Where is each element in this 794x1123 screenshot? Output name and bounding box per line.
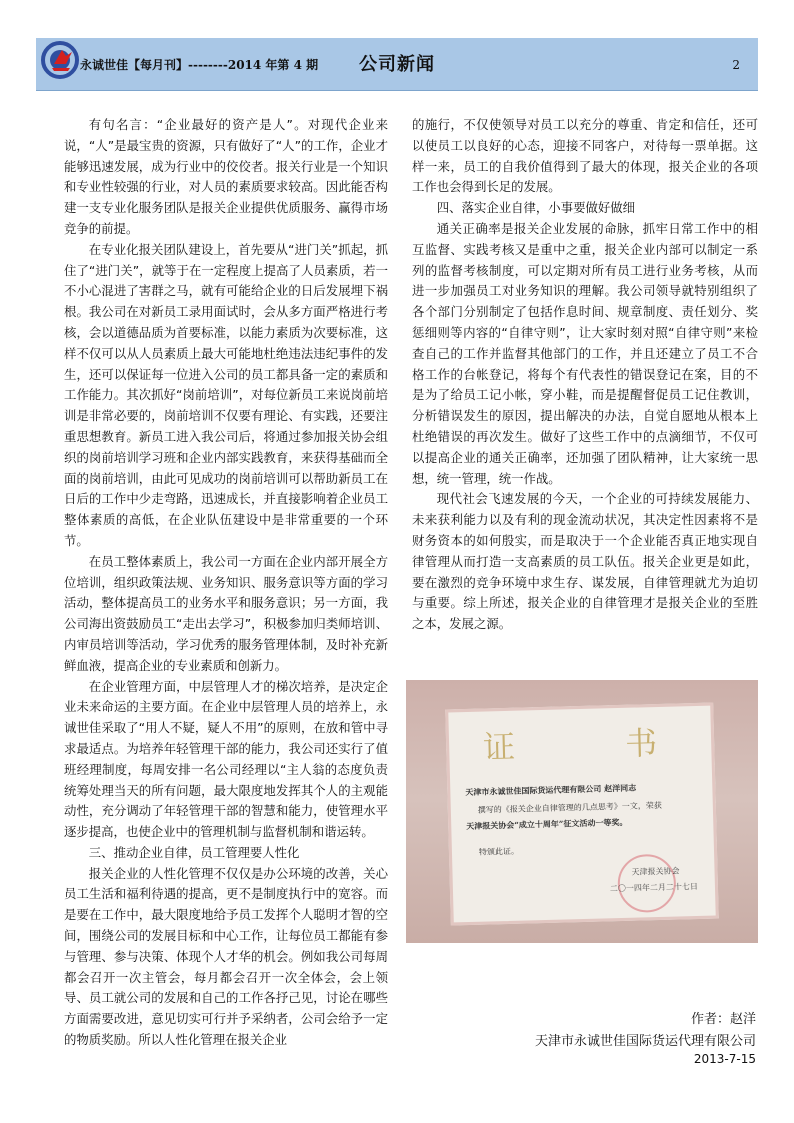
right-column [412,115,758,635]
paragraph: 报关企业的人性化管理不仅仅是办公环境的改善，关心员工生活和福利待遇的提高，更不是制度执行中的宽容。而是要在工作中，最大限度地给予员工发挥个人聪明才智的空间，围绕公司的发展目标和中心工作，让每位员工都能有参与管理、参与决策、体现个人才华的机会。例如我公司每周都会召开一次主管会，每月都会召开一次全体会，会上领导、员工就公司的发展和自己的工作各抒己见，讨论在哪些方面需要改进，意见切实可行并予采纳者，公司会给予一定的物质奖励。所以人性化管理在报关企业 [64,865,388,1048]
certificate-recipient: 天津市永诚世佳国际货运代理有限公司 赵洋同志 [465,782,637,798]
certificate-date: 二〇一四年二月二十七日 [609,881,699,894]
article-date: 2013-7-15 [693,1052,756,1066]
paragraph: 在企业管理方面，中层管理人才的梯次培养，是决定企业未来命运的主要方面。在企业中层管理人员的培养上，永诚世佳采取了“用人不疑，疑人不用”的原则，在放和管中寻求最适点。为培养年轻管理干部的能力，我公司还实行了值班经理制度，每周安排一名公司经理以“主人翁的态度负责统筹处理当天的所有问题，最大限度地发挥其个人的主观能动性，充分调动了年轻管理干部的智慧和能力，使管理水平逐步提高，也使企业中的管理机制与监督机制和谐运转。 [64,678,388,840]
certificate-body-line: 撰写的《报关企业自律管理的几点思考》一文，荣获 [477,800,662,815]
page-number: 2 [732,58,740,72]
page-header [36,38,758,91]
certificate-title: 证 书 [482,722,708,767]
paragraph: 在专业化报关团队建设上，首先要从“进门关”抓起，抓住了“进门关”，就等于在一定程度上提高了人员素质，若一不小心混进了害群之马，就有可能给企业的日后发展埋下祸根。我公司在对新员工录用面试时，会从多方面严格进行考核，会以道德品质为首要标准，以能力素质为次要标准，这样不仅可以从人员素质上最大可能地杜绝违法违纪事件的发生，还可以保证每一位进入公司的员工都具备一定的素质和工作能力。其次抓好“岗前培训”，对每位新员工来说岗前培训是非常必要的，岗前培训不仅要有理论、有实践，还要注重思想教育。新员工进入我公司后，将通过参加报关协会组织的岗前培训学习班和企业内部实践教育，来获得基础而全面的岗前培训，由此可见成功的岗前培训可以帮助新员工在日后的工作中少走弯路，迅速成长，并直接影响着企业员工整体素质的高低，在企业队伍建设中是非常重要的一个环节。 [64,241,388,548]
author-company: 天津市永诚世佳国际货运代理有限公司 [534,1034,756,1049]
section-title: 公司新闻 [359,54,435,75]
company-logo [40,40,80,80]
newsletter-title: 永诚世佳【每月刊】--------2014 年第 4 期 [80,58,319,72]
left-column [64,115,388,1051]
certificate-photo [406,680,758,943]
section-heading: 四、落实企业自律，小事要做好做细 [436,200,636,216]
certificate [445,703,719,926]
paragraph: 的施行，不仅使领导对员工以充分的尊重、肯定和信任，还可以使员工以良好的心态，迎接不同客户，对待每一票单据。这样一来，员工的自我价值得到了最大的体现，报关企业的各项工作也会得到长足的发展。 [412,117,758,195]
paragraph: 通关正确率是报关企业发展的命脉，抓牢日常工作中的相互监督、实践考核又是重中之重，报关企业内部可以制定一系列的监督考核制度，可以定期对所有员工进行业务考核，从而进一步加强员工对业务知识的理解。我公司领导就特别组织了各个部门分别制定了包括作息时间、规章制度、责任划分、奖惩细则等内容的“自律守则”，让大家时刻对照“自律守则”来检查自己的工作并监督其他部门的工作，并且还建立了员工不合格工作的台帐登记，将每个有代表性的错误登记在案，目的不是为了给员工记小帐，穿小鞋，而是提醒督促员工记住教训，分析错误发生的原因，提出解决的办法，自觉自愿地从根本上杜绝错误的再次发生。做好了这些工作中的点滴细节，不仅可以提高企业的通关正确率，还加强了团队精神，让大家统一思想，统一管理，统一作战。 [412,220,758,486]
paragraph: 现代社会飞速发展的今天，一个企业的可持续发展能力、未来获利能力以及有利的现金流动状况，其决定性因素将不是财务资本的如何殷实，而是取决于一个企业能否真正地实现自律管理从而打造一支高素质的员工队伍。报关企业更是如此，要在激烈的竞争环境中求生存、谋发展，自律管理就尤为迫切与重要。综上所述，报关企业的自律管理才是报关企业的至胜之本，发展之源。 [412,491,758,632]
certificate-body-line: 天津报关协会“成立十周年”征文活动一等奖。 [466,816,628,832]
certificate-closing: 特颁此证。 [478,846,520,857]
author-line: 作者：赵洋 [690,1012,756,1027]
paragraph: 有句名言：“企业最好的资产是人”。对现代企业来说，“人”是最宝贵的资源，只有做好了“人”的工作，企业才能够迅速发展，成为行业中的佼佼者。报关行业是一个知识和专业性较强的行业，对人员的素质要求较高。因此能否构建一支专业化服务团队是报关企业提供优质服务、赢得市场竞争的前提。 [64,117,388,236]
certificate-issuer: 天津报关协会 [631,866,680,877]
paragraph: 在员工整体素质上，我公司一方面在企业内部开展全方位培训，组织政策法规、业务知识、服务意识等方面的学习活动，整体提高员工的业务水平和服务意识；另一方面，我公司海出资鼓励员工“走出去学习”，积极参加归类师培训、内审员培训等活动，学习优秀的服务管理体制，及时补充新鲜血液，提高企业的专业素质和创新力。 [64,553,388,673]
section-heading: 三、推动企业自律，员工管理要人性化 [88,844,300,860]
